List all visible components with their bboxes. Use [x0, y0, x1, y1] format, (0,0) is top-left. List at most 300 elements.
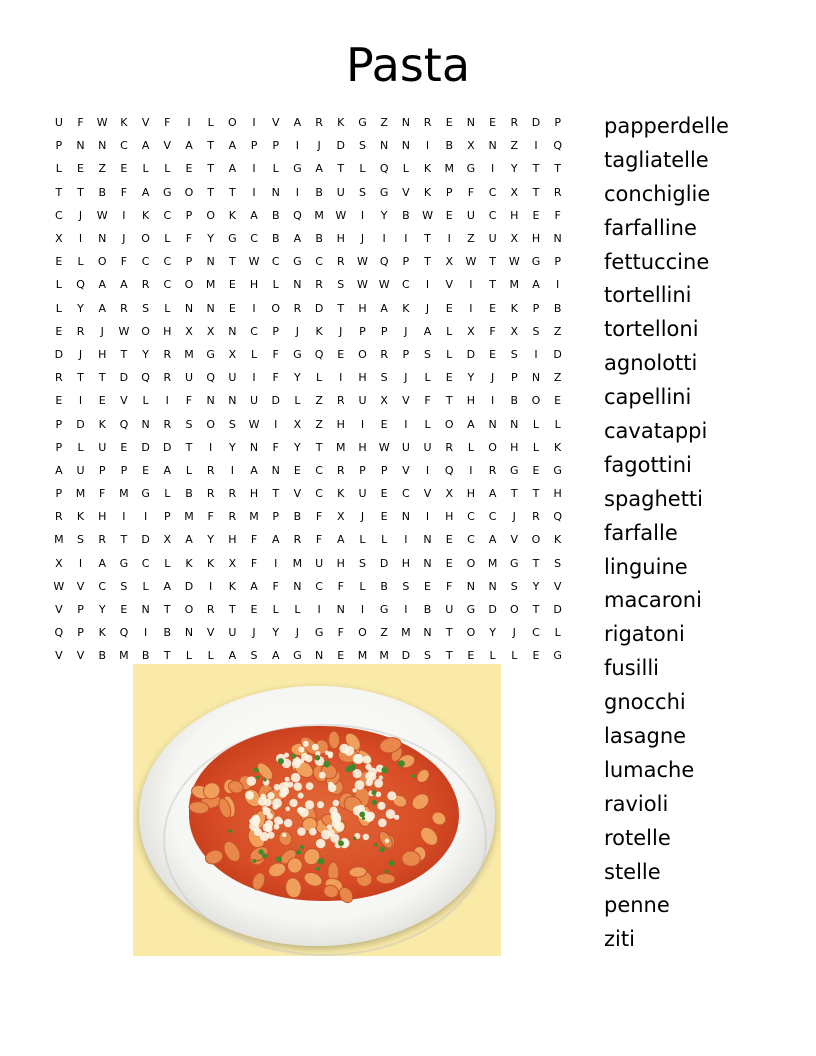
grid-letter: B: [141, 649, 150, 663]
grid-letter: L: [185, 463, 193, 477]
grid-letter: O: [206, 417, 215, 431]
grid-letter: F: [424, 394, 431, 408]
grid-letter: S: [424, 649, 432, 663]
grid-letter: G: [163, 185, 172, 199]
grid-letter: E: [445, 301, 453, 315]
grid-letter: L: [446, 324, 453, 338]
grid-letter: G: [314, 626, 324, 640]
grid-letter: A: [423, 324, 432, 338]
grid-letter: C: [163, 208, 172, 222]
grid-letter: A: [163, 579, 172, 593]
grid-letter: I: [209, 579, 213, 593]
grid-letter: N: [423, 533, 432, 547]
grid-letter: T: [532, 487, 540, 501]
grid-letter: T: [532, 603, 540, 617]
grid-letter: O: [184, 603, 194, 617]
cheese-crumb: [245, 791, 254, 800]
herb-fleck: [323, 761, 330, 768]
grid-row: [48, 621, 588, 644]
grid-letter: A: [185, 533, 193, 547]
grid-letter: N: [98, 232, 107, 246]
grid-letter: C: [315, 255, 323, 269]
grid-letter: Q: [76, 278, 85, 292]
cheese-crumb: [316, 839, 325, 848]
grid-letter: B: [98, 185, 106, 199]
grid-letter: V: [553, 579, 562, 593]
grid-letter: Z: [315, 394, 323, 408]
herb-fleck: [385, 870, 389, 874]
cheese-crumb: [317, 801, 324, 808]
grid-letter: T: [98, 371, 106, 385]
grid-letter: L: [55, 301, 62, 315]
grid-letter: A: [228, 162, 237, 176]
herb-fleck: [263, 778, 266, 781]
grid-letter: E: [55, 255, 63, 269]
grid-letter: S: [510, 579, 518, 593]
grid-letter: E: [489, 347, 497, 361]
word-list-item: rotelle: [604, 825, 671, 850]
grid-letter: R: [445, 440, 454, 454]
herb-fleck: [256, 775, 260, 779]
grid-letter: P: [120, 463, 128, 477]
grid-letter: K: [510, 301, 518, 315]
grid-letter: I: [382, 232, 386, 246]
word-list-item: fagottini: [604, 452, 692, 477]
grid-letter: Z: [510, 139, 519, 153]
grid-letter: D: [553, 347, 562, 361]
grid-letter: I: [252, 371, 256, 385]
grid-letter: L: [467, 440, 474, 454]
grid-letter: V: [402, 185, 410, 199]
cheese-crumb: [355, 780, 365, 790]
grid-letter: O: [141, 324, 150, 338]
grid-letter: O: [184, 278, 194, 292]
grid-letter: J: [317, 139, 321, 153]
grid-letter: N: [76, 139, 85, 153]
grid-letter: E: [77, 162, 84, 176]
cheese-crumb: [301, 753, 309, 761]
grid-row: [48, 598, 588, 621]
grid-letter: M: [336, 440, 346, 454]
cheese-crumb: [363, 834, 369, 840]
grid-letter: M: [444, 162, 454, 176]
grid-letter: Y: [142, 347, 149, 361]
grid-row: [48, 320, 588, 343]
grid-letter: R: [55, 510, 63, 524]
grid-letter: O: [358, 626, 367, 640]
grid-letter: P: [185, 208, 193, 222]
grid-letter: Y: [77, 301, 84, 315]
grid-letter: G: [531, 255, 541, 269]
grid-row: [48, 297, 588, 320]
grid-letter: A: [98, 301, 106, 315]
herb-fleck: [252, 859, 256, 863]
grid-letter: A: [250, 208, 258, 222]
grid-letter: L: [272, 603, 279, 617]
grid-letter: M: [75, 487, 86, 501]
grid-letter: O: [444, 417, 454, 431]
grid-letter: A: [228, 649, 237, 663]
grid-letter: N: [98, 139, 107, 153]
grid-letter: L: [294, 394, 301, 408]
grid-letter: A: [250, 579, 258, 593]
grid-letter: Y: [467, 371, 475, 385]
grid-letter: T: [77, 371, 84, 385]
grid-letter: W: [96, 208, 108, 222]
cheese-crumb: [306, 782, 314, 790]
grid-letter: B: [271, 232, 280, 246]
grid-letter: P: [402, 255, 410, 269]
grid-letter: O: [228, 116, 237, 130]
grid-letter: U: [488, 232, 497, 246]
grid-letter: P: [55, 417, 63, 431]
pasta-piece: [301, 845, 324, 868]
grid-letter: I: [143, 510, 148, 524]
grid-letter: H: [401, 556, 410, 570]
grid-letter: S: [228, 417, 236, 431]
grid-letter: I: [425, 510, 430, 524]
grid-letter: W: [53, 579, 65, 593]
grid-letter: M: [54, 533, 64, 547]
grid-letter: S: [358, 185, 366, 199]
grid-letter: R: [163, 371, 172, 385]
grid-letter: N: [466, 579, 476, 593]
grid-letter: Q: [553, 139, 562, 153]
grid-letter: G: [293, 649, 302, 663]
herb-fleck: [316, 867, 320, 871]
grid-letter: I: [447, 232, 451, 246]
cheese-crumb: [249, 819, 253, 823]
grid-letter: M: [357, 649, 368, 663]
grid-letter: A: [163, 463, 172, 477]
grid-letter: O: [466, 626, 476, 640]
grid-letter: N: [184, 626, 194, 640]
grid-letter: L: [359, 533, 366, 547]
grid-row: [48, 157, 588, 180]
grid-letter: D: [271, 394, 280, 408]
grid-letter: L: [142, 394, 149, 408]
grid-letter: L: [272, 162, 279, 176]
grid-letter: K: [337, 116, 345, 130]
grid-letter: C: [120, 139, 128, 153]
grid-letter: U: [250, 394, 259, 408]
cheese-crumb: [312, 744, 319, 751]
grid-letter: P: [272, 510, 280, 524]
grid-letter: J: [404, 371, 408, 385]
grid-letter: V: [423, 487, 432, 501]
grid-letter: G: [206, 347, 215, 361]
grid-letter: A: [271, 649, 280, 663]
grid-letter: S: [120, 579, 128, 593]
grid-letter: E: [293, 463, 301, 477]
cheese-crumb: [289, 799, 297, 807]
grid-letter: Z: [315, 417, 323, 431]
grid-letter: X: [293, 417, 302, 431]
grid-letter: X: [510, 232, 519, 246]
grid-letter: Z: [380, 626, 388, 640]
grid-letter: N: [228, 394, 237, 408]
grid-letter: F: [120, 185, 128, 199]
cheese-crumb: [377, 802, 385, 810]
grid-row: [48, 436, 588, 459]
grid-letter: C: [163, 278, 172, 292]
grid-letter: W: [378, 440, 390, 454]
grid-letter: T: [163, 603, 171, 617]
cheese-crumb: [260, 832, 269, 841]
grid-letter: N: [271, 185, 280, 199]
grid-letter: I: [425, 139, 430, 153]
cheese-crumb: [282, 833, 286, 837]
grid-letter: Q: [379, 162, 389, 176]
grid-letter: C: [488, 185, 497, 199]
grid-letter: Z: [467, 232, 475, 246]
grid-letter: B: [510, 394, 519, 408]
grid-letter: F: [185, 232, 193, 246]
grid-letter: Y: [489, 626, 496, 640]
grid-letter: S: [380, 371, 388, 385]
grid-letter: S: [142, 301, 150, 315]
grid-letter: U: [54, 116, 63, 130]
grid-letter: I: [295, 139, 300, 153]
herb-fleck: [296, 850, 301, 855]
grid-letter: L: [250, 347, 258, 361]
grid-letter: D: [163, 440, 172, 454]
grid-letter: G: [119, 556, 129, 570]
word-list-item: macaroni: [604, 588, 702, 613]
herb-fleck: [349, 764, 356, 771]
grid-letter: C: [141, 255, 150, 269]
word-list-item: lasagne: [604, 724, 687, 749]
grid-letter: K: [423, 162, 432, 176]
grid-letter: I: [165, 394, 169, 408]
grid-letter: W: [248, 417, 260, 431]
cheese-crumb: [247, 776, 257, 786]
grid-letter: E: [98, 394, 106, 408]
grid-letter: R: [553, 185, 562, 199]
grid-letter: R: [55, 371, 63, 385]
grid-letter: C: [271, 255, 280, 269]
grid-letter: P: [532, 301, 540, 315]
grid-letter: C: [315, 579, 323, 593]
grid-letter: A: [98, 556, 106, 570]
grid-letter: F: [272, 371, 279, 385]
grid-letter: V: [55, 649, 63, 663]
grid-letter: R: [76, 324, 85, 338]
grid-letter: H: [163, 324, 172, 338]
grid-letter: J: [360, 232, 365, 246]
grid-letter: I: [274, 417, 278, 431]
grid-letter: H: [510, 440, 519, 454]
grid-letter: R: [336, 394, 345, 408]
cheese-crumb: [387, 791, 396, 800]
cheese-crumb: [328, 782, 334, 788]
grid-letter: W: [96, 116, 108, 130]
grid-letter: D: [184, 579, 194, 593]
grid-letter: U: [76, 463, 85, 477]
grid-letter: Y: [272, 626, 280, 640]
grid-letter: B: [98, 649, 106, 663]
grid-letter: L: [55, 278, 62, 292]
grid-letter: L: [142, 162, 149, 176]
word-list-item: fusilli: [604, 656, 659, 681]
grid-letter: O: [97, 255, 107, 269]
word-list-item: rigatoni: [604, 622, 685, 647]
grid-letter: C: [141, 556, 150, 570]
grid-letter: G: [510, 556, 519, 570]
grid-letter: R: [163, 417, 172, 431]
grid-letter: E: [228, 278, 236, 292]
cheese-crumb: [278, 820, 283, 825]
grid-letter: Q: [444, 463, 454, 477]
grid-letter: E: [445, 116, 453, 130]
grid-letter: F: [272, 347, 279, 361]
grid-letter: G: [141, 487, 150, 501]
herb-fleck: [318, 858, 325, 865]
grid-letter: I: [252, 185, 256, 199]
cheese-crumb: [368, 768, 377, 777]
grid-letter: U: [358, 394, 367, 408]
grid-letter: E: [445, 371, 453, 385]
grid-letter: F: [250, 556, 258, 570]
grid-letter: V: [206, 626, 215, 640]
grid-letter: V: [402, 463, 410, 477]
grid-letter: Q: [54, 626, 64, 640]
herb-fleck: [388, 860, 394, 866]
grid-letter: G: [379, 185, 389, 199]
grid-letter: S: [402, 579, 410, 593]
grid-letter: S: [424, 347, 432, 361]
grid-letter: D: [141, 440, 150, 454]
grid-letter: S: [358, 139, 366, 153]
grid-letter: H: [98, 510, 107, 524]
grid-letter: H: [466, 394, 476, 408]
grid-letter: D: [119, 371, 129, 385]
grid-letter: U: [315, 556, 324, 570]
grid-letter: N: [380, 139, 389, 153]
grid-letter: A: [380, 301, 388, 315]
cheese-crumb: [266, 825, 273, 832]
pasta-piece: [376, 873, 396, 884]
grid-letter: M: [184, 347, 194, 361]
grid-letter: E: [337, 649, 345, 663]
word-list-item: agnolotti: [604, 351, 698, 376]
grid-letter: E: [489, 116, 497, 130]
grid-letter: J: [512, 510, 516, 524]
grid-letter: B: [163, 626, 172, 640]
grid-letter: H: [228, 533, 237, 547]
grid-letter: E: [55, 324, 63, 338]
grid-letter: W: [357, 255, 368, 269]
grid-letter: C: [467, 510, 475, 524]
grid-row: [48, 389, 588, 412]
cheese-crumb: [363, 755, 371, 763]
grid-letter: I: [469, 463, 473, 477]
grid-letter: J: [490, 371, 495, 385]
grid-letter: P: [163, 510, 171, 524]
grid-letter: Q: [206, 371, 215, 385]
herb-fleck: [362, 817, 365, 820]
grid-letter: E: [424, 579, 431, 593]
grid-letter: Q: [119, 626, 129, 640]
grid-letter: I: [490, 162, 495, 176]
grid-letter: S: [358, 556, 366, 570]
grid-letter: U: [358, 487, 367, 501]
grid-letter: L: [511, 649, 518, 663]
word-list-item: linguine: [604, 554, 688, 579]
grid-letter: R: [206, 487, 215, 501]
herb-fleck: [254, 767, 259, 772]
grid-letter: R: [336, 255, 345, 269]
grid-letter: J: [512, 626, 516, 640]
grid-letter: B: [271, 208, 280, 222]
grid-letter: T: [489, 278, 496, 292]
grid-letter: I: [78, 394, 83, 408]
grid-letter: I: [360, 603, 365, 617]
herb-fleck: [353, 837, 356, 840]
grid-letter: H: [445, 510, 454, 524]
grid-letter: B: [402, 208, 410, 222]
grid-letter: I: [78, 232, 83, 246]
grid-letter: F: [207, 510, 214, 524]
grid-letter: P: [359, 324, 366, 338]
grid-letter: T: [207, 185, 215, 199]
grid-letter: Y: [510, 162, 518, 176]
grid-letter: I: [404, 417, 408, 431]
cheese-crumb: [284, 819, 292, 827]
grid-letter: V: [402, 394, 410, 408]
grid-letter: E: [120, 440, 128, 454]
grid-letter: X: [228, 347, 237, 361]
grid-letter: I: [425, 463, 430, 477]
grid-letter: I: [469, 301, 473, 315]
herb-fleck: [372, 800, 377, 805]
grid-letter: L: [316, 371, 323, 385]
grid-letter: V: [141, 116, 150, 130]
grid-letter: C: [402, 487, 410, 501]
grid-row: [48, 552, 588, 575]
grid-letter: E: [445, 556, 453, 570]
grid-letter: W: [465, 255, 477, 269]
grid-letter: N: [488, 417, 497, 431]
grid-letter: O: [466, 556, 476, 570]
grid-letter: M: [401, 626, 411, 640]
grid-letter: X: [445, 487, 453, 501]
grid-letter: E: [467, 649, 475, 663]
grid-letter: F: [467, 185, 475, 199]
grid-letter: P: [402, 347, 410, 361]
cheese-crumb: [274, 824, 280, 830]
word-list-item: conchiglie: [604, 181, 711, 206]
grid-letter: T: [77, 185, 84, 199]
pasta-piece: [414, 767, 431, 785]
grid-letter: N: [488, 579, 497, 593]
grid-letter: X: [467, 139, 475, 153]
grid-letter: E: [380, 487, 388, 501]
grid-letter: L: [402, 162, 409, 176]
grid-letter: X: [206, 324, 215, 338]
grid-letter: G: [466, 603, 476, 617]
cheese-crumb: [267, 792, 274, 799]
grid-letter: Q: [141, 371, 150, 385]
grid-letter: I: [556, 278, 560, 292]
grid-letter: Y: [98, 603, 106, 617]
grid-letter: A: [228, 139, 237, 153]
grid-letter: Z: [98, 162, 106, 176]
grid-letter: L: [554, 417, 561, 431]
grid-letter: G: [379, 603, 389, 617]
grid-letter: N: [488, 139, 497, 153]
grid-letter: X: [55, 232, 63, 246]
